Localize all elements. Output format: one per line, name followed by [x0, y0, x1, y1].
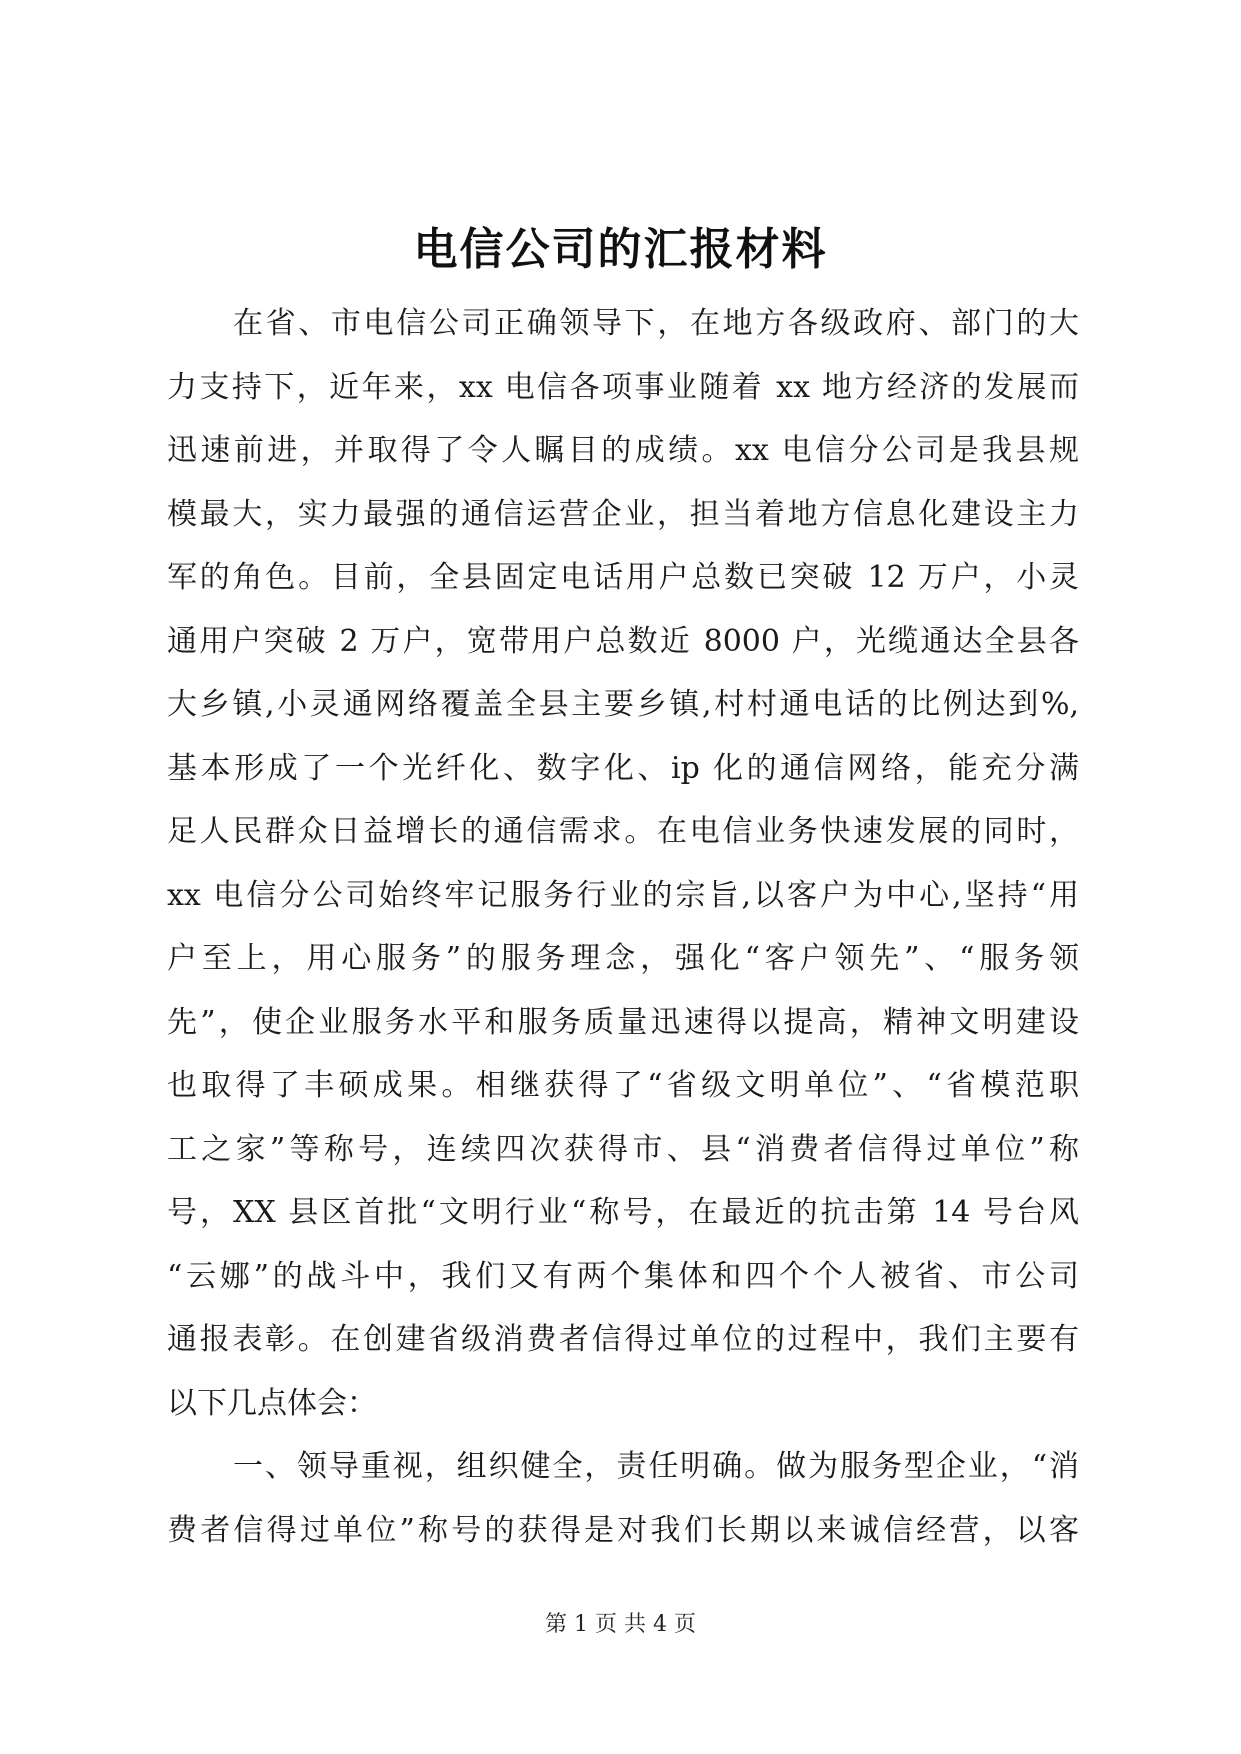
body-line: 以下几点体会：	[167, 1385, 377, 1421]
body-line: 力支持下，近年来，xx 电信各项事业随着 xx 地方经济的发展而	[167, 369, 1079, 405]
body-line: 也取得了丰硕成果。相继获得了“省级文明单位”、“省模范职	[167, 1068, 1079, 1103]
body-line: 工之家”等称号，连续四次获得市、县“消费者信得过单位”称	[167, 1131, 1079, 1167]
body-line: 大乡镇,小灵通网络覆盖全县主要乡镇,村村通电话的比例达到%,	[167, 687, 1079, 722]
body-line: 在省、市电信公司正确领导下，在地方各级政府、部门的大	[233, 306, 1079, 341]
body-line: 先”，使企业服务水平和服务质量迅速得以提高，精神文明建设	[167, 1004, 1079, 1040]
document-title: 电信公司的汇报材料	[413, 224, 828, 275]
body-line: 一、领导重视，组织健全，责任明确。做为服务型企业，“消	[233, 1449, 1079, 1484]
body-line: 费者信得过单位”称号的获得是对我们长期以来诚信经营，以客	[167, 1512, 1079, 1548]
body-line: 模最大，实力最强的通信运营企业，担当着地方信息化建设主力	[167, 496, 1079, 532]
body-line: 通报表彰。在创建省级消费者信得过单位的过程中，我们主要有	[167, 1322, 1079, 1357]
body-line: xx 电信分公司始终牢记服务行业的宗旨,以客户为中心,坚持“用	[167, 877, 1079, 913]
document-body	[167, 292, 1079, 1562]
body-line: 通用户突破 2 万户，宽带用户总数近 8000 户，光缆通达全县各	[167, 623, 1079, 659]
body-line: 迅速前进，并取得了令人瞩目的成绩。xx 电信分公司是我县规	[167, 433, 1079, 468]
body-line: 足人民群众日益增长的通信需求。在电信业务快速发展的同时，	[167, 814, 1079, 849]
body-line: 军的角色。目前，全县固定电话用户总数已突破 12 万户，小灵	[167, 560, 1079, 595]
body-line: 号，XX 县区首批“文明行业“称号，在最近的抗击第 14 号台风	[167, 1195, 1079, 1230]
body-line: 户至上，用心服务”的服务理念，强化“客户领先”、“服务领	[167, 941, 1079, 976]
page-number: 第 1 页 共 4 页	[545, 1612, 696, 1637]
body-line: “云娜”的战斗中，我们又有两个集体和四个个人被省、市公司	[167, 1258, 1079, 1294]
body-line: 基本形成了一个光纤化、数字化、ip 化的通信网络，能充分满	[167, 750, 1079, 786]
